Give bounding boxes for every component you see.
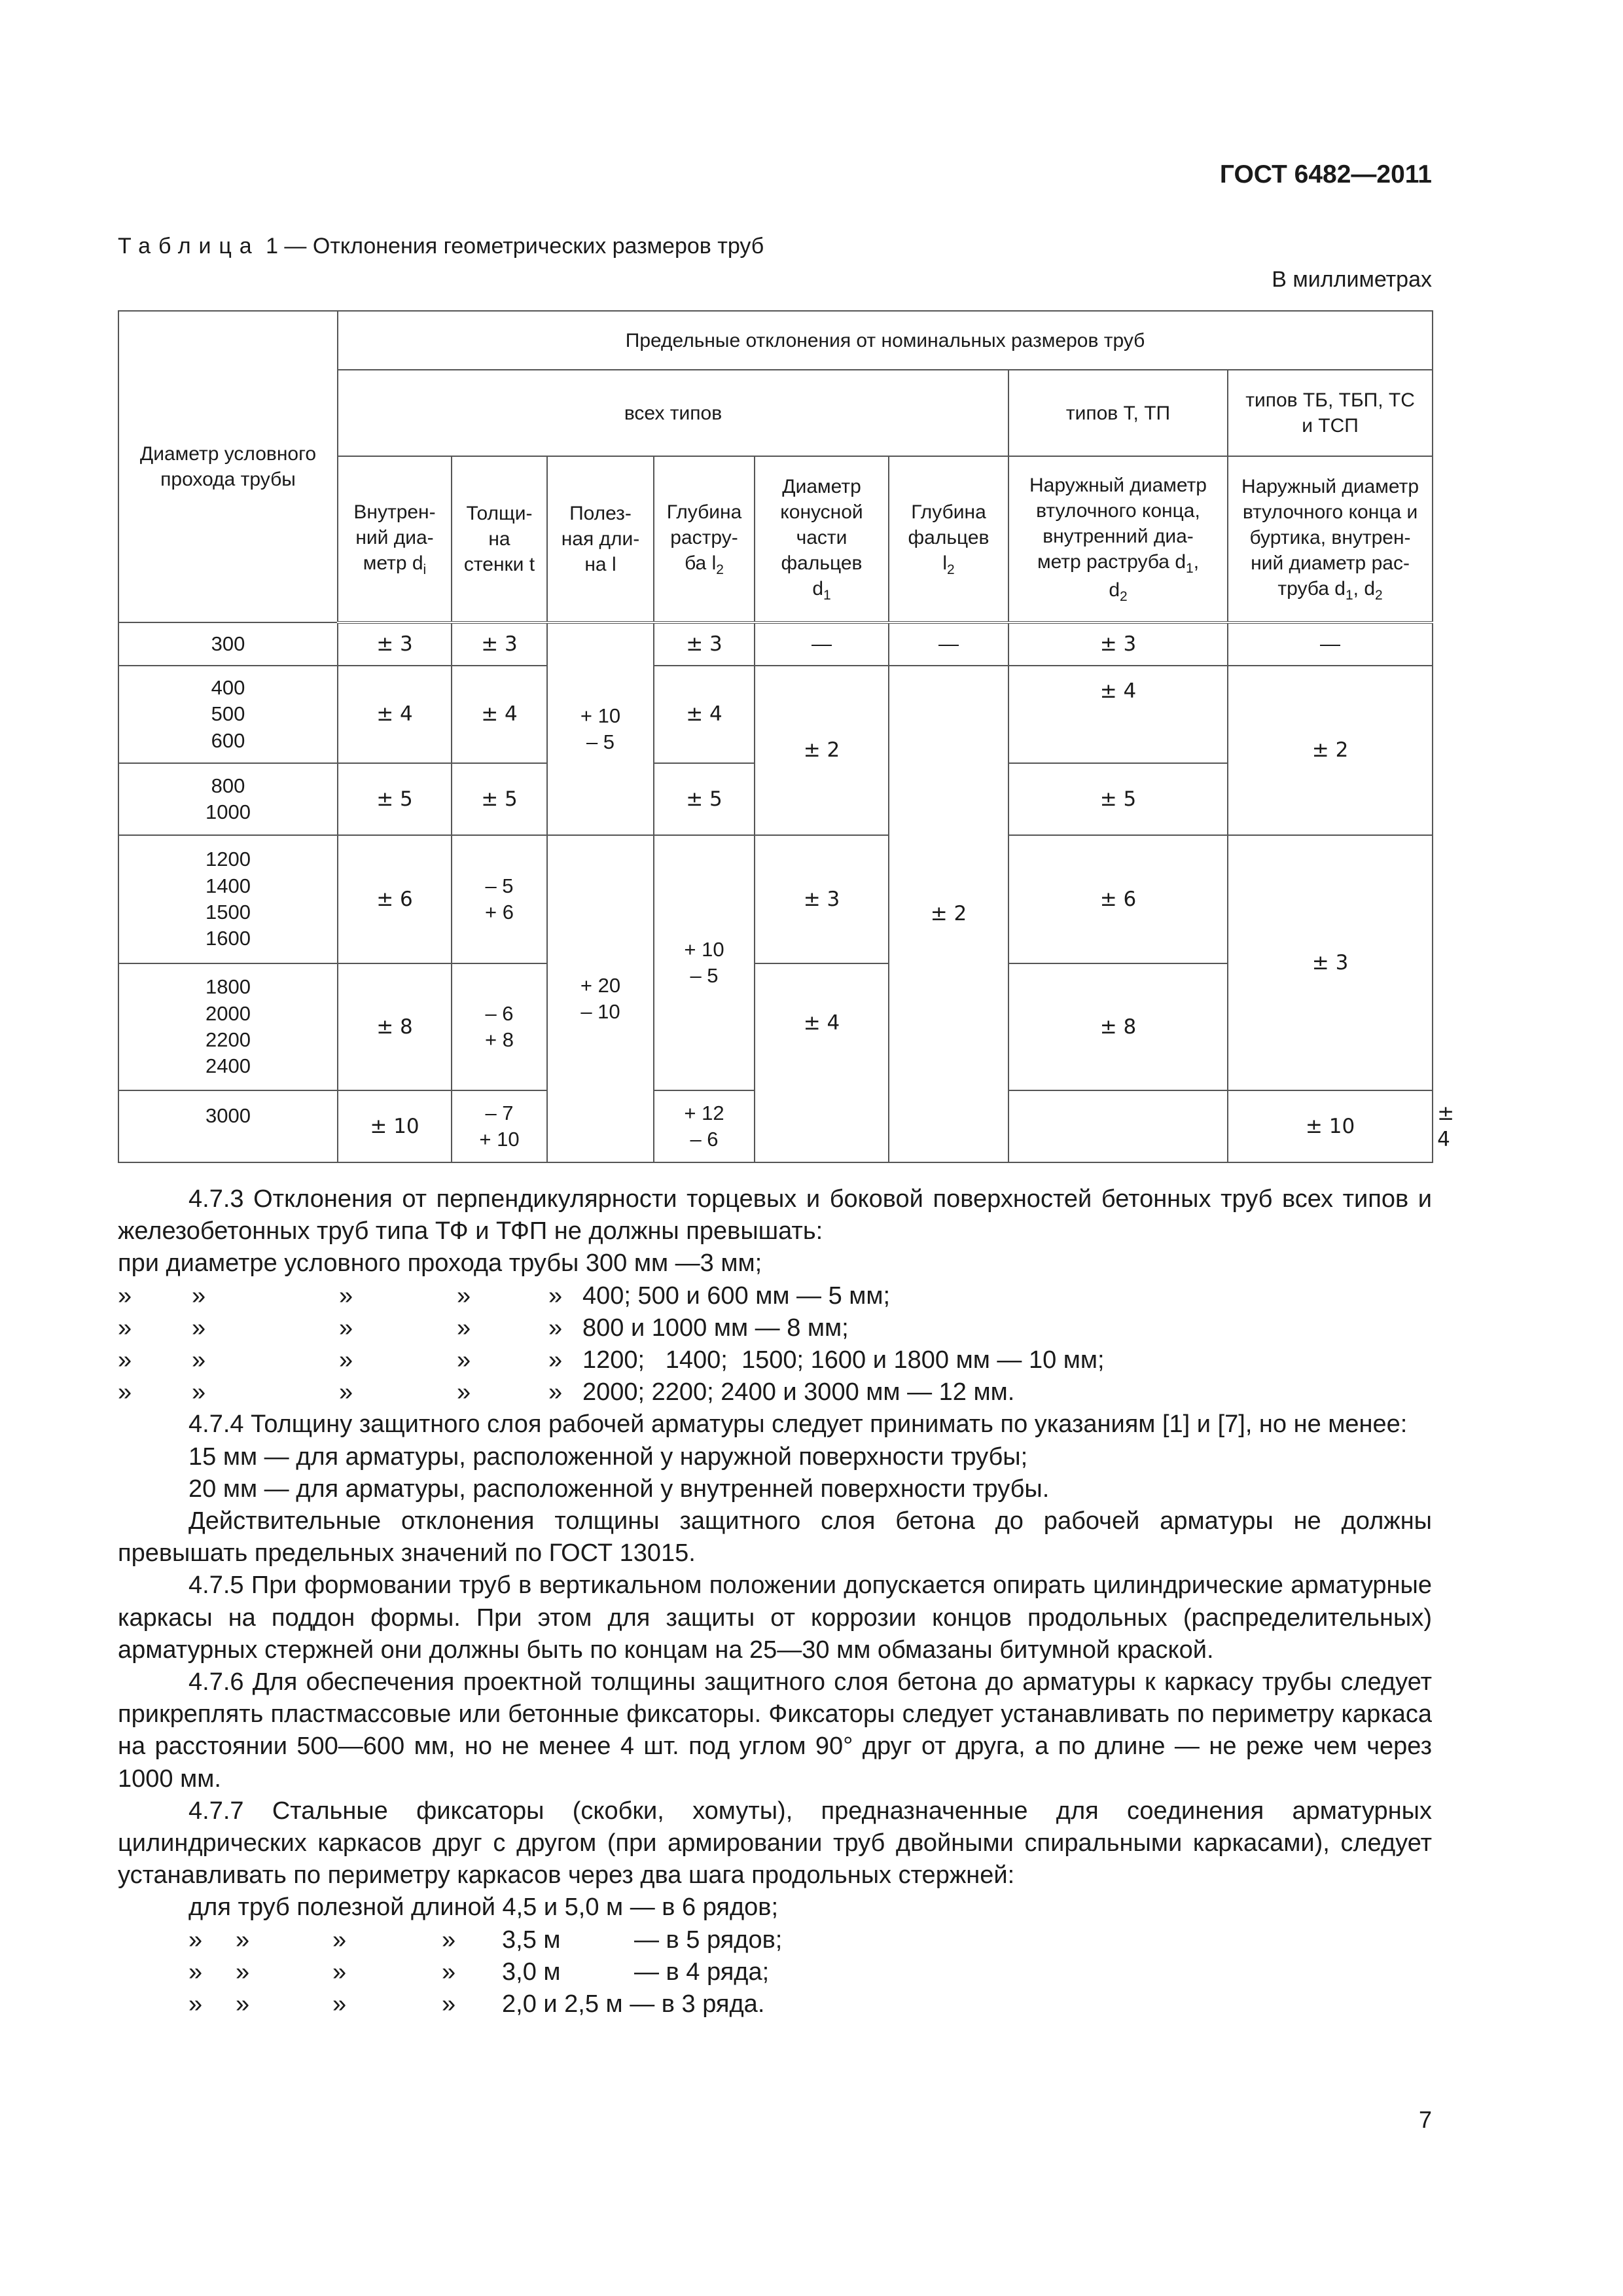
header-socket-depth: Глубина растру- ба $l_2$ (654, 456, 755, 622)
cell-outer-t: ± 3 (1008, 622, 1228, 666)
ditto-line: » » » » » 400; 500 и 600 мм — 5 мм; (118, 1282, 891, 1310)
cell-wall: – 6 + 8 (452, 963, 547, 1090)
paragraph-4-7-6: 4.7.6 Для обеспечения проектной толщины защитного слоя бетона до арматуры к каркасу трубы следует прикреплять пластмассовые или бетонные фиксаторы. Фиксаторы следует устанавливать по периметру каркаса на расстоянии 500—600 мм, но не менее 4 шт. под углом 90° друг от друга, а по длине — не реже чем через 1000 мм. (118, 1668, 1432, 1793)
cell-outer-t: ± 8 (1008, 963, 1228, 1090)
cell-wall: – 5 + 6 (452, 835, 547, 963)
cell-fold: — (889, 622, 1008, 666)
header-outer-t: Наружный диаметр втулочного конца, внутренний диа- метр раструба $d_1$, $d_2$ (1008, 456, 1228, 622)
cell-wall: ± 4 (452, 666, 547, 763)
ditto-line: » » » » 2,0 и 2,5 м — в 3 ряда. (188, 1990, 765, 2018)
cell-diameter: 3000 (118, 1090, 338, 1162)
cell-socket: ± 4 (654, 666, 755, 763)
cell-diameter: 1800 2000 2200 2400 (118, 963, 338, 1090)
cell-outer-t: ± 4 (1008, 666, 1228, 763)
ditto-line: » » » » » 1200; 1400; 1500; 1600 и 1800 мм — 10 мм; (118, 1346, 1105, 1374)
paragraph-4-7-7: 4.7.7 Стальные фиксаторы (скобки, хомуты), предназначенные для соединения арматурных цилиндрических каркасов друг с другом (при армировании труб двойными спиральными каркасами), следует устанавливать по периметру каркасов через два шага продольных стержней: (118, 1797, 1432, 1890)
paragraph-line: 20 мм — для арматуры, расположенной у внутренней поверхности трубы. (188, 1475, 1050, 1503)
cell-fold-end (1008, 1090, 1228, 1162)
header-all-types: всех типов (338, 370, 1008, 456)
paragraph-line: 15 мм — для арматуры, расположенной у наружной поверхности трубы; (188, 1443, 1028, 1471)
paragraph-line: Действительные отклонения толщины защитного слоя бетона до рабочей арматуры не должны превышать предельных значений по ГОСТ 13015. (118, 1507, 1432, 1568)
ditto-line: » » » » » 800 и 1000 мм — 8 мм; (118, 1314, 849, 1342)
table-row (118, 622, 1433, 666)
cell-socket: ± 3 (654, 622, 755, 666)
cell-outer-tb: — (1228, 622, 1433, 666)
cell-cone-merged: ± 2 (755, 666, 889, 835)
header-types-t: типов Т, ТП (1008, 370, 1228, 456)
table-caption-text: 1 — Отклонения геометрических размеров труб (266, 234, 764, 259)
cell-inner: ± 6 (338, 835, 452, 963)
cell-wall: ± 5 (452, 763, 547, 835)
table-row (118, 835, 1433, 963)
paragraph-4-7-4: 4.7.4 Толщину защитного слоя рабочей арматуры следует принимать по указаниям [1] и [7], но не менее: (188, 1410, 1408, 1439)
cell-cone-merged: ± 3 (755, 835, 889, 963)
document-id: ГОСТ 6482—2011 (1219, 160, 1432, 188)
header-useful-length: Полез- ная дли- на l (547, 456, 654, 622)
header-diameter: Диаметр условного прохода трубы (118, 311, 338, 622)
paragraph-4-7-5: 4.7.5 При формовании труб в вертикальном положении допускается опирать цилиндрические арматурные каркасы на поддон формы. При этом для защиты от коррозии концов продольных (распределительных) арматурных стержней они должны быть по концам на 25—30 мм обмазаны битумной краской. (118, 1571, 1432, 1664)
cell-length-merged: + 20 – 10 (547, 835, 654, 1162)
cell-socket: ± 5 (654, 763, 755, 835)
header-inner-diameter: Внутрен- ний диа- метр $d_i$ (338, 456, 452, 622)
cell-inner: ± 3 (338, 622, 452, 666)
body-text (118, 1183, 1432, 2020)
cell-outer-tb-merged: ± 2 (1228, 666, 1433, 835)
cell-wall: – 7 + 10 (452, 1090, 547, 1162)
cell-diameter: 800 1000 (118, 763, 338, 835)
table-caption-prefix: Таблица (118, 234, 260, 259)
paragraph-line: при диаметре условного прохода трубы 300 мм —3 мм; (118, 1249, 762, 1278)
cell-wall: ± 3 (452, 622, 547, 666)
cell-inner: ± 4 (338, 666, 452, 763)
cell-diameter: 1200 1400 1500 1600 (118, 835, 338, 963)
cell-inner: ± 8 (338, 963, 452, 1090)
cell-outer-t: ± 10 (1228, 1090, 1433, 1162)
deviations-table (118, 310, 1455, 1163)
cell-outer-tb-merged: ± 3 (1228, 835, 1433, 1090)
header-outer-tb: Наружный диаметр втулочного конца и буртика, внутрен- ний диаметр рас- труба $d_1$, $d_2$ (1228, 456, 1433, 622)
cell-outer-t: ± 6 (1008, 835, 1228, 963)
paragraph-line: для труб полезной длиной 4,5 и 5,0 м — в 6 рядов; (188, 1893, 779, 1922)
header-deviations: Предельные отклонения от номинальных размеров труб (338, 311, 1433, 370)
header-cone-diameter: Диаметр конусной части фальцев $d_1$ (755, 456, 889, 622)
page-number: 7 (1418, 2106, 1432, 2133)
cell-inner: ± 5 (338, 763, 452, 835)
ditto-line: » » » » 3,5 м — в 5 рядов; (188, 1926, 783, 1954)
cell-socket: + 12 – 6 (654, 1090, 755, 1162)
table-row (118, 666, 1433, 763)
cell-diameter: 400 500 600 (118, 666, 338, 763)
cell-inner: ± 10 (338, 1090, 452, 1162)
cell-socket-merged: + 10 – 5 (654, 835, 755, 1090)
header-types-tb: типов ТБ, ТБП, ТС и ТСП (1228, 370, 1433, 456)
cell-diameter: 300 (118, 622, 338, 666)
table-caption (118, 234, 764, 259)
ditto-line: » » » » » 2000; 2200; 2400 и 3000 мм — 12 мм. (118, 1378, 1015, 1407)
table-units: В миллиметрах (1272, 267, 1432, 292)
cell-cone-merged: ± 4 (755, 963, 889, 1162)
cell-outer-t: ± 5 (1008, 763, 1228, 835)
header-fold-depth: Глубина фальцев $l_2$ (889, 456, 1008, 622)
header-wall-thickness: Толщи- на стенки t (452, 456, 547, 622)
cell-fold-merged: ± 2 (889, 666, 1008, 1162)
ditto-line: » » » » 3,0 м — в 4 ряда; (188, 1958, 770, 1986)
cell-length-merged: + 10 – 5 (547, 622, 654, 835)
table-row: 3000 ± 10 – 7 + 10 + 12 – 6 ± 10 ± 4 (118, 1090, 1433, 1162)
paragraph-4-7-3: 4.7.3 Отклонения от перпендикулярности торцевых и боковой поверхностей бетонных труб всех типов и железобетонных труб типа ТФ и ТФП не должны превышать: (118, 1185, 1432, 1246)
cell-cone: — (755, 622, 889, 666)
